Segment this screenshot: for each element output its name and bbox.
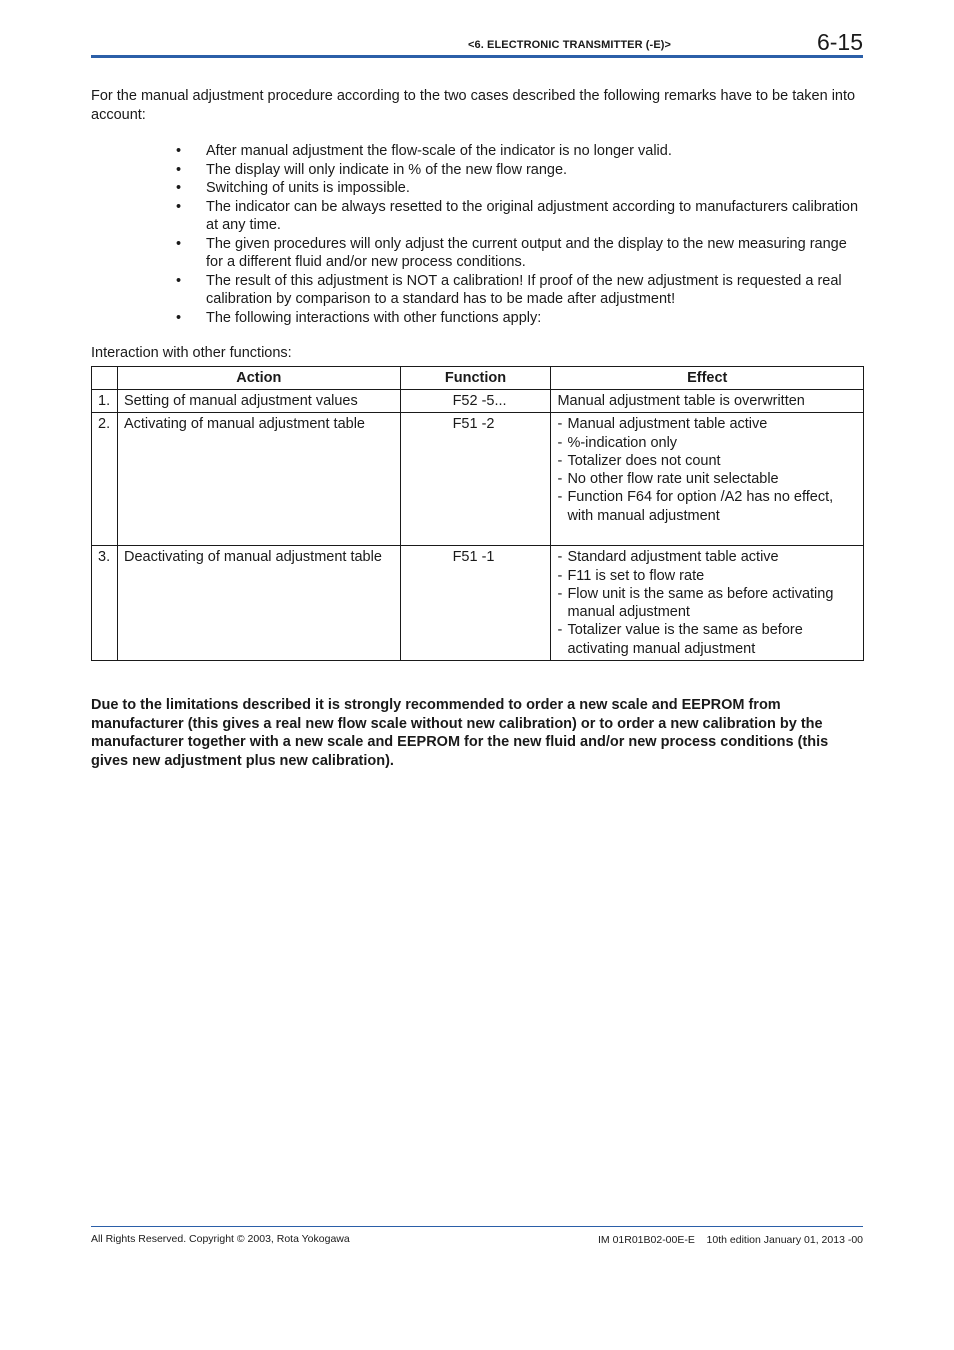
table-caption: Interaction with other functions: <box>91 345 292 361</box>
effect-item: - %-indication only <box>557 434 678 451</box>
table-row <box>92 390 864 413</box>
row-effect <box>551 413 864 546</box>
dash-marker: - <box>557 549 563 566</box>
section-title: <6. ELECTRONIC TRANSMITTER (-E)> <box>468 39 672 51</box>
effect-item: - Totalizer value is the same as before activating manual adjustment <box>557 622 803 657</box>
footer-copyright: All Rights Reserved. Copyright © 2003, Rota Yokogawa <box>91 1233 350 1245</box>
dash-marker: - <box>557 622 563 639</box>
list-item: • The following interactions with other functions apply: <box>176 309 542 326</box>
row-number: 2. <box>92 413 118 546</box>
effect-item: - Flow unit is the same as before activating manual adjustment <box>557 585 834 621</box>
list-item: • After manual adjustment the flow-scale of the indicator is no longer valid. <box>176 143 672 159</box>
header-effect: Effect <box>551 367 864 390</box>
row-action: Deactivating of manual adjustment table <box>117 546 400 661</box>
header-function: Function <box>400 367 551 390</box>
remarks-list <box>176 142 864 327</box>
list-item: • The result of this adjustment is NOT a calibration! If proof of the new adjustment is requested a real calibration by comparison to a standard has to be made after adjustment! <box>176 272 842 307</box>
list-item: • The given procedures will only adjust the current output and the display to the new measuring range for a different fluid and/or new process conditions. <box>176 235 847 270</box>
dash-marker: - <box>557 489 563 506</box>
list-item: • Switching of units is impossible. <box>176 180 410 196</box>
list-item: • The display will only indicate in % of the new flow range. <box>176 161 568 178</box>
dash-marker: - <box>557 434 563 451</box>
row-effect <box>551 546 864 661</box>
table-row <box>92 413 864 546</box>
dash-marker: - <box>557 585 563 602</box>
row-function: F52 -5... <box>400 390 551 413</box>
bullet-icon: • <box>176 180 182 196</box>
effect-item: - Function F64 for option /A2 has no effect, with manual adjustment <box>557 489 834 524</box>
effect-item: - F11 is set to flow rate <box>557 567 705 584</box>
header-rule <box>91 55 863 58</box>
effect-item: - Totalizer does not count <box>557 452 721 469</box>
bullet-icon: • <box>176 272 182 289</box>
effect-item: - Standard adjustment table active <box>557 549 779 566</box>
closing-note: Due to the limitations described it is strongly recommended to order a new scale and EEPROM from manufacturer (this gives a real new flow scale without new calibration) or to order a new calibration by the manufacturer together with a new scale and EEPROM for the new fluid and/or new process conditions (this gives new adjustment plus new calibration). <box>91 697 829 769</box>
bullet-icon: • <box>176 161 182 178</box>
footer-doc-info <box>598 1234 863 1246</box>
bullet-icon: • <box>176 309 182 326</box>
dash-marker: - <box>557 471 563 488</box>
doc-id: IM 01R01B02-00E-E <box>597 1234 695 1246</box>
bullet-icon: • <box>176 235 182 252</box>
bullet-icon: • <box>176 198 182 215</box>
row-number: 3. <box>92 546 118 661</box>
row-effect: Manual adjustment table is overwritten <box>551 390 864 413</box>
effect-item: - Manual adjustment table active <box>557 416 768 433</box>
table-header-row <box>92 367 864 390</box>
row-function: F51 -2 <box>400 413 551 546</box>
footer-rule <box>91 1226 863 1227</box>
effect-item: - No other flow rate unit selectable <box>557 471 779 488</box>
table-row <box>92 546 864 661</box>
list-item: • The indicator can be always resetted to the original adjustment according to manufacturers calibration at any time. <box>176 198 859 233</box>
edition: 10th edition January 01, 2013 -00 <box>706 1234 863 1246</box>
header-number <box>92 367 118 390</box>
dash-marker: - <box>557 416 563 433</box>
row-function: F51 -1 <box>400 546 551 661</box>
row-action: Setting of manual adjustment values <box>117 390 400 413</box>
page-number: 6-15 <box>816 29 863 55</box>
row-number: 1. <box>92 390 118 413</box>
dash-marker: - <box>557 452 563 469</box>
dash-marker: - <box>557 567 563 584</box>
interaction-table <box>91 366 864 661</box>
header-action: Action <box>117 367 400 390</box>
intro-paragraph: For the manual adjustment procedure according to the two cases described the following remarks have to be taken into account: <box>91 88 856 123</box>
bullet-icon: • <box>176 143 182 159</box>
row-action: Activating of manual adjustment table <box>117 413 400 546</box>
